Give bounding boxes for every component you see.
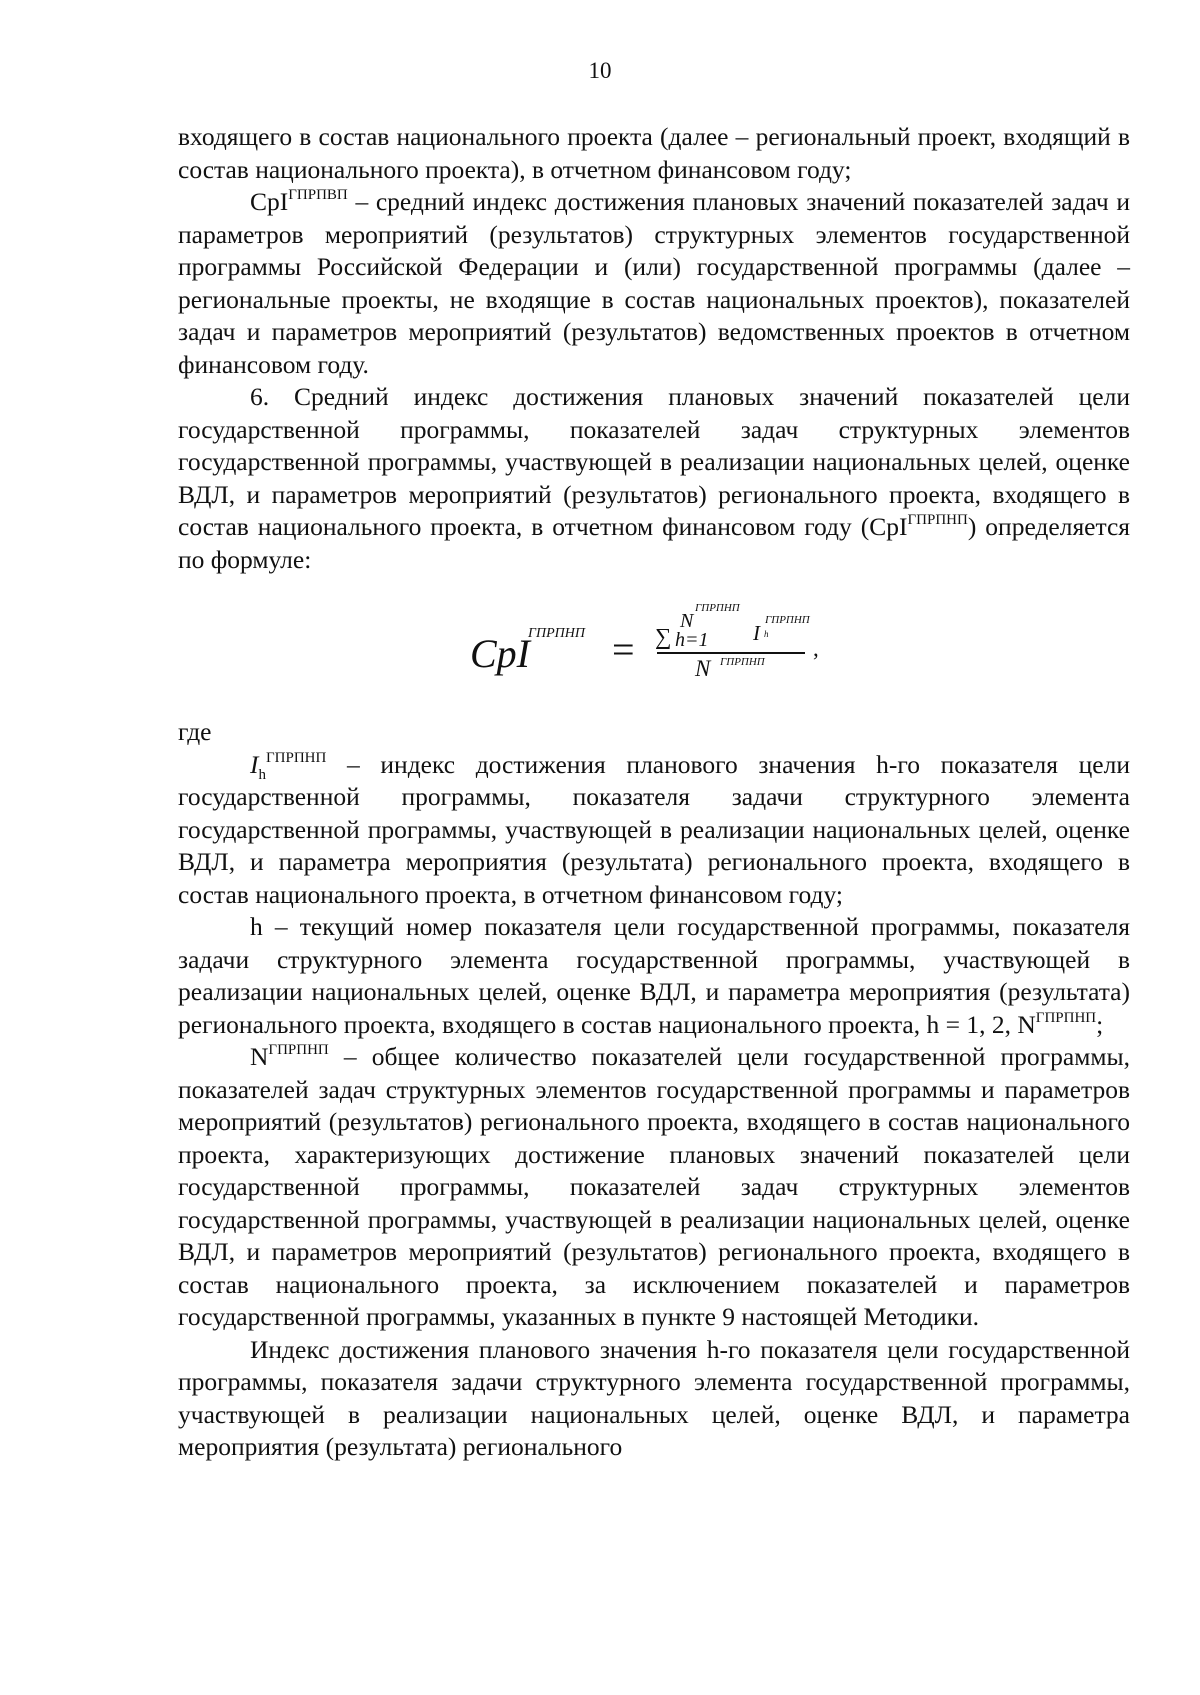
formula: [470, 600, 850, 690]
paragraph-section-6: [178, 381, 1130, 576]
symbol-i: I: [250, 749, 259, 779]
formula-denominator: N: [695, 656, 711, 681]
sum-upper-limit-superscript: ГПРПНП: [695, 602, 740, 614]
paragraph-text: 6. Средний индекс достижения плановых значений показателей цели государственной программы, показателей задач структурных элементов государственной программы, участвующей в реализации национальных целей, оценке ВДЛ, и параметров мероприятий (результатов) регионального проекта, входящего в состав национального проекта, в отчетном финансовом году (: [178, 382, 1130, 541]
formula-equals: =: [612, 627, 635, 672]
paragraph-text: – средний индекс достижения плановых значений показателей задач и параметров мероприятий (результатов) структурных элементов государственной программы Российской Федерации и (или) государственной программы (далее – региональные проекты, не входящие в состав национальных проектов), показателей задач и параметров мероприятий (результатов) ведомственных проектов в отчетном финансовом году.: [178, 187, 1130, 379]
definition-h: [178, 911, 1130, 1041]
symbol-subscript: h: [258, 766, 266, 783]
paragraph-text: h – текущий номер показателя цели государственной программы, показателя задачи структурного элемента государственной программы, участвующей в реализации национальных целей, оценке ВДЛ, и параметра мероприятия (результата) регионального проекта, входящего в состав национального проекта, h = 1, 2, N: [178, 912, 1130, 1039]
formula-lhs: CpI: [470, 631, 530, 676]
symbol-superscript: ГПРПНП: [1035, 1009, 1097, 1026]
symbol-superscript: ГПРПНП: [268, 1042, 329, 1058]
sum-term: I: [753, 621, 760, 645]
symbol-n: N: [250, 1042, 269, 1071]
formula-numerator: [655, 602, 810, 651]
paragraph-text: входящего в состав национального проекта (далее – региональный проект, входящий в состав национального проекта), в отчетном финансовом году;: [178, 122, 1130, 184]
paragraph-text: ;: [1096, 1009, 1104, 1039]
paragraph-continuation: [178, 121, 1130, 186]
formula-lhs-superscript: ГПРПНП: [528, 626, 585, 641]
paragraph-text: где: [178, 717, 212, 746]
paragraph-index-description: [178, 1334, 1130, 1464]
sum-lower-limit: h=1: [675, 629, 709, 651]
symbol-cpi: CpI: [869, 512, 908, 541]
definition-index-h: [178, 749, 1130, 912]
paragraph-text: – индекс достижения планового значения h-го показателя цели государственной программы, показателя задачи структурного элемента государственной программы, участвующей в реализации национальных целей, оценке ВДЛ, и параметра мероприятия (результата) регионального проекта, входящего в состав национального проекта, в отчетном финансовом году;: [178, 749, 1130, 909]
symbol-superscript: ГПРПНП: [266, 749, 327, 766]
fraction-bar: [657, 652, 805, 654]
sum-upper-limit: N: [680, 610, 694, 632]
symbol-superscript: ГПРПНП: [907, 512, 968, 528]
bottom-text-block: [178, 716, 1130, 1464]
symbol-superscript: ГПРПВП: [288, 187, 348, 203]
symbol-cpi: CpI: [250, 187, 289, 216]
paragraph-text: Индекс достижения планового значения h-го показателя цели государственной программы, показателя задачи структурного элемента государственной программы, участвующей в реализации национальных целей, оценке ВДЛ, и параметра мероприятия (результата) регионального: [178, 1334, 1130, 1461]
sum-term-superscript: ГПРПНП: [765, 614, 810, 626]
where-label: [178, 716, 1130, 749]
sum-symbol: ∑: [655, 624, 672, 649]
formula-comma: ,: [813, 636, 819, 661]
paragraph-text: ) определяется по формуле:: [178, 512, 1131, 574]
sum-term-subscript: h: [764, 629, 769, 639]
page-number: 10: [588, 58, 612, 83]
paragraph-text: – общее количество показателей цели государственной программы, показателей задач структурных элементов государственной программы и параметров мероприятий (результатов) регионального проекта, входящего в состав национального проекта, характеризующих достижение плановых значений показателей цели государственной программы, показателей задач структурных элементов государственной программы, участвующей в реализации национальных целей, оценке ВДЛ, и параметров мероприятий (результатов) регионального проекта, входящего в состав национального проекта, за исключением показателей и параметров государственной программы, указанных в пункте 9 настоящей Методики.: [178, 1042, 1130, 1331]
paragraph-cpi-gprpvp: [178, 186, 1130, 381]
top-text-block: [178, 121, 1130, 576]
definition-n: [178, 1041, 1130, 1334]
formula-denominator-superscript: ГПРПНП: [720, 656, 765, 668]
